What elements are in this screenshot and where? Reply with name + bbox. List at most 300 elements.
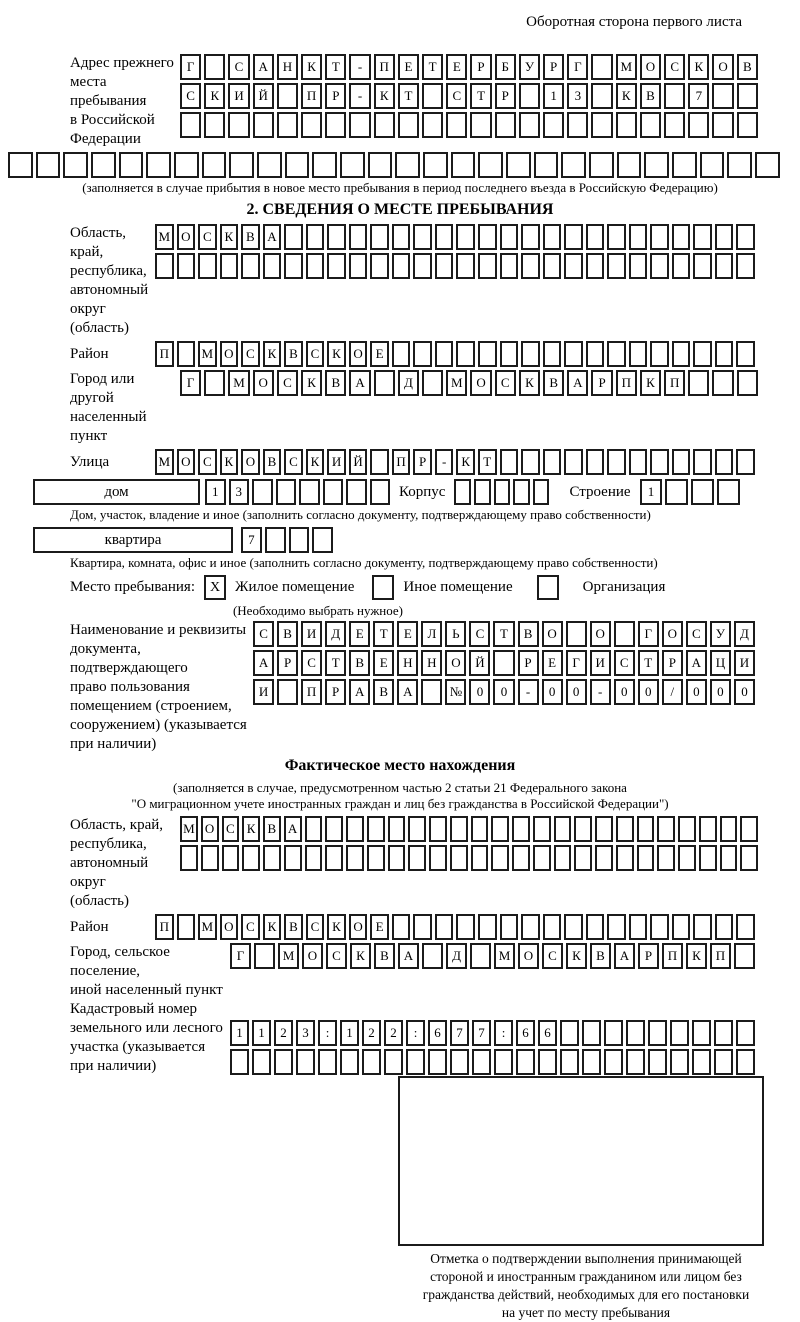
char-box	[406, 1049, 425, 1075]
char-box: М	[155, 449, 174, 475]
char-box	[712, 370, 733, 396]
char-box	[607, 253, 626, 279]
label-line: участка (указывается	[70, 1039, 206, 1055]
char-box	[370, 479, 391, 505]
char-box	[285, 152, 310, 178]
char-box	[586, 341, 605, 367]
label-line: право пользования	[70, 679, 190, 695]
char-box	[36, 152, 61, 178]
char-box: Т	[398, 83, 419, 109]
char-box: Д	[734, 621, 755, 647]
char-box	[727, 152, 752, 178]
char-box: О	[662, 621, 683, 647]
label-line: помещением (строением,	[70, 698, 232, 714]
char-box	[500, 914, 519, 940]
char-box	[340, 1049, 359, 1075]
char-box	[672, 341, 691, 367]
city3-row	[230, 943, 755, 969]
char-box: С	[222, 816, 240, 842]
char-box: Г	[638, 621, 659, 647]
char-box	[429, 845, 447, 871]
cadastre-row-1	[230, 1020, 755, 1046]
char-box	[672, 152, 697, 178]
char-box	[429, 816, 447, 842]
char-box	[616, 845, 634, 871]
char-box: С	[228, 54, 249, 80]
char-box: К	[327, 914, 346, 940]
char-box	[370, 224, 389, 250]
char-box	[519, 83, 540, 109]
district3-block	[8, 914, 800, 940]
char-box	[312, 527, 333, 553]
char-box	[714, 1020, 733, 1046]
city3-label	[8, 943, 230, 1000]
char-box: Б	[495, 54, 516, 80]
char-box: С	[241, 914, 260, 940]
char-box	[276, 479, 297, 505]
char-box	[614, 621, 635, 647]
char-box: К	[306, 449, 325, 475]
char-box: С	[469, 621, 490, 647]
char-box	[155, 253, 174, 279]
char-box	[349, 112, 370, 138]
char-box	[340, 152, 365, 178]
char-box	[574, 845, 592, 871]
region-row-1	[155, 224, 755, 250]
char-box	[349, 253, 368, 279]
char-box	[265, 527, 286, 553]
char-box	[591, 112, 612, 138]
char-box: В	[277, 621, 298, 647]
char-box: Т	[325, 650, 346, 676]
char-box	[456, 914, 475, 940]
stay-type-note: (Необходимо выбрать нужное)	[232, 603, 404, 618]
char-box: О	[470, 370, 491, 396]
char-box	[543, 341, 562, 367]
char-box: 7	[241, 527, 262, 553]
char-box: :	[406, 1020, 425, 1046]
char-box: Е	[397, 621, 418, 647]
char-box	[672, 914, 691, 940]
apartment-cells	[241, 527, 333, 553]
char-box	[640, 112, 661, 138]
char-box	[670, 1049, 689, 1075]
char-box: О	[302, 943, 323, 969]
char-box	[398, 112, 419, 138]
char-box	[521, 224, 540, 250]
char-box: 7	[450, 1020, 469, 1046]
char-box	[395, 152, 420, 178]
char-box	[346, 845, 364, 871]
char-box: К	[301, 54, 322, 80]
char-box	[554, 816, 572, 842]
char-box	[204, 54, 225, 80]
char-box: 3	[296, 1020, 315, 1046]
char-box	[446, 112, 467, 138]
stay-type-checkbox-other	[372, 575, 394, 600]
char-box: О	[445, 650, 466, 676]
char-box: -	[435, 449, 454, 475]
char-box	[650, 341, 669, 367]
char-box: И	[327, 449, 346, 475]
char-box	[470, 112, 491, 138]
char-box: С	[446, 83, 467, 109]
char-box	[561, 152, 586, 178]
char-box: Т	[325, 54, 346, 80]
section3-note	[8, 780, 792, 812]
char-box	[413, 224, 432, 250]
char-box	[650, 449, 669, 475]
char-box	[712, 112, 733, 138]
char-box: С	[198, 224, 217, 250]
char-box	[474, 479, 491, 505]
char-box	[543, 253, 562, 279]
char-box: Й	[253, 83, 274, 109]
char-box	[451, 152, 476, 178]
char-box	[305, 845, 323, 871]
char-box: 7	[472, 1020, 491, 1046]
char-box: М	[278, 943, 299, 969]
char-box	[367, 845, 385, 871]
label-line: автономный	[70, 282, 149, 298]
char-box	[543, 224, 562, 250]
char-box: Д	[398, 370, 419, 396]
char-box	[506, 152, 531, 178]
char-box: С	[614, 650, 635, 676]
char-box	[222, 845, 240, 871]
char-box	[715, 341, 734, 367]
char-box: К	[616, 83, 637, 109]
char-box	[198, 253, 217, 279]
korpus-label: Корпус	[399, 483, 446, 500]
char-box: О	[518, 943, 539, 969]
char-box: Т	[470, 83, 491, 109]
char-box: В	[374, 943, 395, 969]
stay-type-option-organization: Организация	[582, 579, 666, 595]
char-box	[456, 341, 475, 367]
char-box	[471, 816, 489, 842]
char-box: У	[710, 621, 731, 647]
char-box	[664, 112, 685, 138]
char-box	[450, 1049, 469, 1075]
char-box: К	[263, 914, 282, 940]
char-box	[289, 527, 310, 553]
label-line: Кадастровый номер	[70, 1001, 197, 1017]
char-box	[284, 845, 302, 871]
char-box: Г	[567, 54, 588, 80]
char-box: К	[374, 83, 395, 109]
char-box	[422, 83, 443, 109]
char-box	[543, 112, 564, 138]
char-box: 6	[428, 1020, 447, 1046]
char-box	[325, 112, 346, 138]
char-box	[257, 152, 282, 178]
stroenie-cells	[640, 479, 740, 505]
char-box	[422, 943, 443, 969]
label-line: при наличии)	[70, 736, 157, 752]
cadastre-rows	[230, 1020, 755, 1075]
char-box	[712, 83, 733, 109]
stay-type-checkbox-residential: X	[204, 575, 226, 600]
char-box	[423, 152, 448, 178]
char-box	[672, 224, 691, 250]
char-box	[277, 83, 298, 109]
stay-type-option-residential: Жилое помещение	[235, 579, 355, 595]
char-box	[699, 816, 717, 842]
char-box	[362, 1049, 381, 1075]
char-box: С	[542, 943, 563, 969]
char-box	[500, 449, 519, 475]
apartment-note: Квартира, комната, офис и иное (заполнить согласно документу, подтверждающему право собственности)	[70, 555, 658, 570]
char-box: -	[349, 83, 370, 109]
char-box	[119, 152, 144, 178]
char-box	[586, 224, 605, 250]
char-box	[672, 449, 691, 475]
stroenie-label: Строение	[569, 483, 631, 500]
label-line: иной населенный пункт	[70, 982, 223, 998]
char-box	[325, 816, 343, 842]
char-box	[408, 845, 426, 871]
char-box	[560, 1020, 579, 1046]
char-box: Р	[591, 370, 612, 396]
char-box: А	[686, 650, 707, 676]
char-box	[616, 112, 637, 138]
document-label	[8, 621, 253, 754]
char-box: 1	[230, 1020, 249, 1046]
char-box	[560, 1049, 579, 1075]
char-box: 0	[734, 679, 755, 705]
char-box	[736, 224, 755, 250]
char-box: А	[614, 943, 635, 969]
char-box: Т	[422, 54, 443, 80]
char-box: Р	[277, 650, 298, 676]
char-box: О	[220, 341, 239, 367]
char-box	[500, 253, 519, 279]
char-box: С	[253, 621, 274, 647]
char-box: И	[590, 650, 611, 676]
label-line: республика,	[70, 836, 147, 852]
char-box	[589, 152, 614, 178]
char-box	[470, 943, 491, 969]
char-box	[277, 112, 298, 138]
char-box	[413, 914, 432, 940]
char-box	[650, 914, 669, 940]
char-box: В	[349, 650, 370, 676]
char-box	[306, 224, 325, 250]
char-box	[715, 224, 734, 250]
char-box: Г	[180, 54, 201, 80]
char-box	[512, 845, 530, 871]
region3-label	[8, 816, 180, 911]
char-box	[349, 224, 368, 250]
char-box: О	[640, 54, 661, 80]
char-box	[277, 679, 298, 705]
char-box: О	[542, 621, 563, 647]
char-box: 7	[688, 83, 709, 109]
char-box	[392, 253, 411, 279]
char-box: 6	[516, 1020, 535, 1046]
char-box: К	[220, 224, 239, 250]
char-box	[595, 816, 613, 842]
char-box: Н	[397, 650, 418, 676]
char-box: М	[494, 943, 515, 969]
char-box	[736, 449, 755, 475]
region3-row-2	[180, 845, 758, 871]
char-box: Н	[421, 650, 442, 676]
char-box: Р	[325, 83, 346, 109]
char-box: С	[198, 449, 217, 475]
char-box: К	[220, 449, 239, 475]
char-box: И	[228, 83, 249, 109]
char-box: Й	[469, 650, 490, 676]
char-box	[327, 224, 346, 250]
char-box	[367, 816, 385, 842]
district-label: Район	[70, 346, 109, 362]
char-box	[574, 816, 592, 842]
district-block	[8, 341, 800, 367]
label-line: документа, подтверждающего	[70, 641, 188, 676]
char-box	[737, 370, 758, 396]
char-box: С	[306, 341, 325, 367]
char-box: Ц	[710, 650, 731, 676]
char-box	[8, 152, 33, 178]
char-box	[241, 253, 260, 279]
document-row-3	[253, 679, 755, 705]
char-box: В	[325, 370, 346, 396]
label-line: округ (область)	[70, 301, 129, 336]
char-box: Т	[493, 621, 514, 647]
char-box: А	[567, 370, 588, 396]
label-line: Город или другой	[70, 371, 135, 406]
char-box	[715, 449, 734, 475]
char-box: Г	[180, 370, 201, 396]
char-box	[736, 253, 755, 279]
label-line: на учет по месту пребывания	[501, 1305, 671, 1320]
char-box: Г	[230, 943, 251, 969]
label-line: сооружением) (указывается	[70, 717, 247, 733]
document-row-2	[253, 650, 755, 676]
char-box: В	[640, 83, 661, 109]
char-box	[228, 112, 249, 138]
char-box	[693, 253, 712, 279]
char-box	[435, 224, 454, 250]
char-box	[472, 1049, 491, 1075]
house-label-box: дом	[33, 479, 200, 505]
char-box: О	[712, 54, 733, 80]
char-box	[521, 914, 540, 940]
house-note: Дом, участок, владение и иное (заполнить согласно документу, подтверждающему право собственности)	[70, 507, 651, 522]
char-box: Е	[370, 914, 389, 940]
char-box	[305, 816, 323, 842]
char-box: Н	[277, 54, 298, 80]
char-box	[720, 845, 738, 871]
char-box: С	[495, 370, 516, 396]
street-row	[155, 449, 755, 475]
char-box: К	[204, 83, 225, 109]
label-line: в Российской	[70, 112, 155, 128]
char-box	[242, 845, 260, 871]
cadastre-block	[8, 1000, 800, 1076]
char-box: 3	[229, 479, 250, 505]
char-box	[586, 914, 605, 940]
char-box	[629, 253, 648, 279]
char-box	[174, 152, 199, 178]
char-box: С	[180, 83, 201, 109]
char-box: В	[737, 54, 758, 80]
char-box	[648, 1020, 667, 1046]
char-box	[519, 112, 540, 138]
char-box	[388, 816, 406, 842]
char-box	[607, 341, 626, 367]
char-box: 0	[493, 679, 514, 705]
char-box	[604, 1049, 623, 1075]
char-box: Л	[421, 621, 442, 647]
char-box	[688, 112, 709, 138]
char-box	[512, 816, 530, 842]
apartment-label-box: квартира	[33, 527, 233, 553]
house-row	[33, 479, 800, 505]
char-box	[736, 914, 755, 940]
char-box	[392, 224, 411, 250]
char-box	[374, 112, 395, 138]
char-box: Р	[543, 54, 564, 80]
char-box	[564, 914, 583, 940]
char-box	[648, 1049, 667, 1075]
char-box	[554, 845, 572, 871]
char-box	[670, 1020, 689, 1046]
district-row	[155, 341, 755, 367]
region3-block	[8, 816, 800, 911]
char-box: Р	[518, 650, 539, 676]
char-box: П	[392, 449, 411, 475]
char-box: 1	[252, 1020, 271, 1046]
char-box: Е	[373, 650, 394, 676]
char-box	[323, 479, 344, 505]
char-box	[177, 914, 196, 940]
char-box: К	[456, 449, 475, 475]
char-box: 0	[469, 679, 490, 705]
char-box	[607, 914, 626, 940]
char-box	[392, 914, 411, 940]
document-rows	[253, 621, 755, 705]
char-box: 0	[614, 679, 635, 705]
char-box: М	[228, 370, 249, 396]
char-box	[644, 152, 669, 178]
char-box: Р	[495, 83, 516, 109]
city3-block	[8, 943, 800, 1000]
stamp-area-box	[398, 1076, 764, 1246]
char-box: Р	[638, 943, 659, 969]
city-row	[180, 370, 758, 396]
korpus-cells	[454, 479, 549, 505]
char-box: У	[519, 54, 540, 80]
char-box: В	[263, 816, 281, 842]
char-box: П	[664, 370, 685, 396]
char-box: А	[397, 679, 418, 705]
char-box	[538, 1049, 557, 1075]
char-box	[368, 152, 393, 178]
char-box: 2	[274, 1020, 293, 1046]
char-box: Р	[662, 650, 683, 676]
char-box: М	[198, 341, 217, 367]
char-box	[665, 479, 688, 505]
char-box	[413, 253, 432, 279]
char-box	[617, 152, 642, 178]
label-line: места пребывания	[70, 74, 147, 109]
char-box: 3	[567, 83, 588, 109]
label-line: Федерации	[70, 131, 141, 147]
char-box	[736, 341, 755, 367]
